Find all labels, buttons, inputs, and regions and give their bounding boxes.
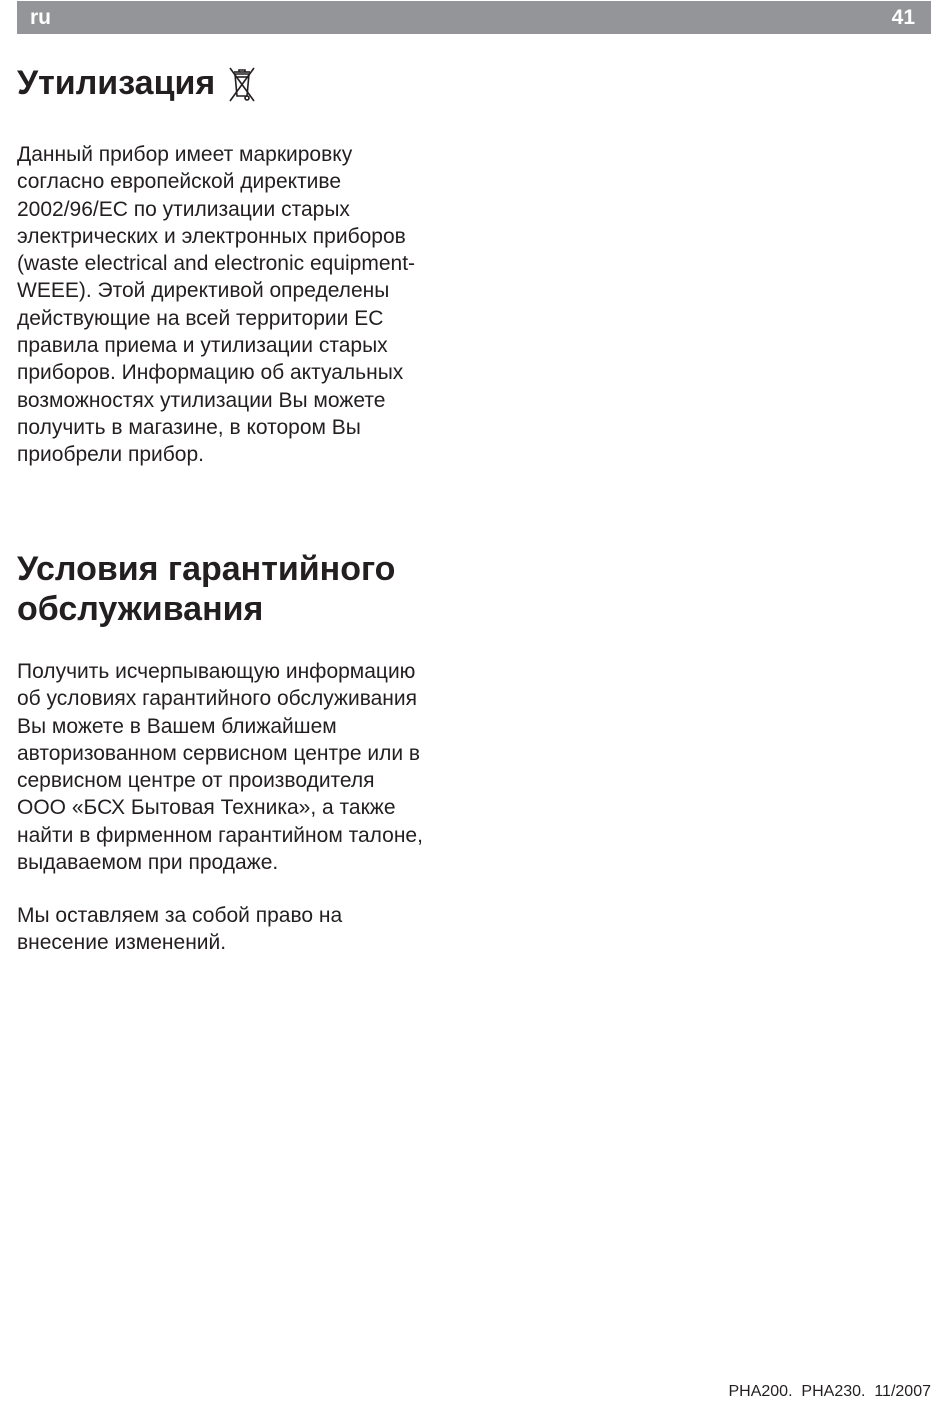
text-line: найти в фирменном гарантийном талоне, bbox=[17, 823, 423, 847]
text-line: сервисном центре от производителя bbox=[17, 769, 375, 793]
text-line: получить в магазине, в котором Вы bbox=[17, 415, 361, 439]
footer-model-date: PHA200. PHA230. 11/2007 bbox=[728, 1383, 931, 1400]
text-line: приборов. Информацию об актуальных bbox=[17, 361, 404, 385]
text-line: (waste electrical and electronic equipment- bbox=[17, 252, 416, 276]
text-line: правила приема и утилизации старых bbox=[17, 334, 388, 358]
text-line: Вы можете в Вашем ближайшем bbox=[17, 714, 337, 738]
text-line: Данный прибор имеет маркировку bbox=[17, 143, 353, 166]
text-line: согласно европейской директиве bbox=[17, 170, 342, 194]
disposal-heading bbox=[17, 63, 257, 114]
text-line: Мы оставляем за собой право на bbox=[17, 904, 343, 927]
text-line: авторизованном сервисном центре или в bbox=[17, 741, 421, 765]
text-line: возможностях утилизации Вы можете bbox=[17, 388, 386, 412]
page-number: 41 bbox=[891, 6, 915, 29]
page-header-bar bbox=[17, 1, 931, 34]
language-code: ru bbox=[30, 6, 51, 29]
disposal-paragraph bbox=[17, 141, 477, 469]
text-line: действующие на всей территории ЕС bbox=[17, 306, 384, 330]
crossed-out-wheelie-bin-icon bbox=[225, 65, 257, 114]
text-line: выдаваемом при продаже. bbox=[17, 851, 279, 875]
text-line: электрических и электронных приборов bbox=[17, 224, 406, 248]
text-line: внесение изменений. bbox=[17, 931, 227, 955]
warranty-heading bbox=[17, 549, 617, 629]
changes-notice-paragraph bbox=[17, 902, 477, 957]
warranty-title-line: Условия гарантийного bbox=[17, 550, 396, 588]
warranty-title-line: обслуживания bbox=[17, 590, 264, 628]
text-line: приобрели прибор. bbox=[17, 443, 204, 467]
text-line: 2002/96/ЕС по утилизации старых bbox=[17, 197, 350, 221]
text-line: об условиях гарантийного обслуживания bbox=[17, 687, 418, 711]
text-line: WEEE). Этой директивой определены bbox=[17, 279, 390, 303]
disposal-title: Утилизация bbox=[17, 64, 216, 102]
text-line: Получить исчерпывающую информацию bbox=[17, 660, 416, 683]
warranty-paragraph bbox=[17, 658, 477, 876]
text-line: ООО «БСХ Бытовая Техника», а также bbox=[17, 796, 396, 820]
